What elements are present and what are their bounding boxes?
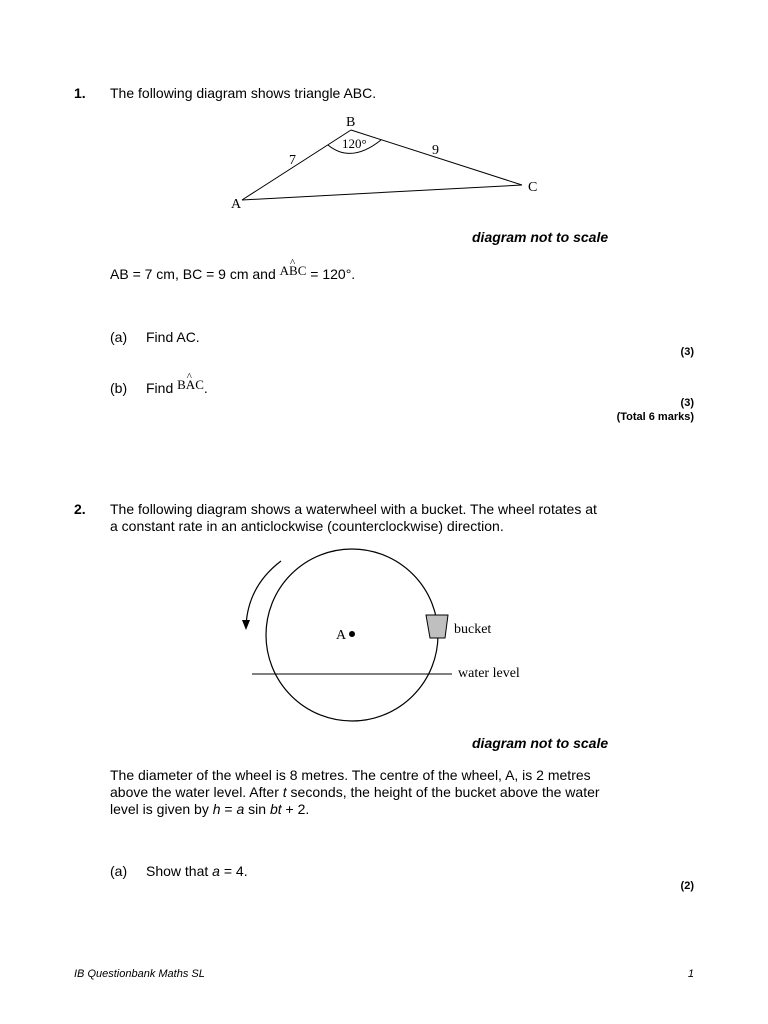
given-suffix: = 120°. bbox=[310, 266, 356, 282]
para-line3-text: level is given by bbox=[110, 801, 209, 817]
q1-part-a-text: Find AC. bbox=[146, 329, 200, 345]
side-ab-label: 7 bbox=[289, 153, 296, 168]
footer-page-number: 1 bbox=[687, 968, 694, 980]
question-1-given bbox=[110, 263, 356, 283]
waterwheel-diagram bbox=[230, 548, 550, 723]
vertex-c-label: C bbox=[528, 180, 538, 195]
q2-part-a-prefix: Show that bbox=[146, 863, 209, 879]
formula-sin: sin bbox=[248, 801, 267, 817]
q1-part-a-marks: (3) bbox=[680, 346, 694, 358]
vertex-b-label: B bbox=[346, 115, 356, 130]
q1-part-b-label: (b) bbox=[110, 380, 128, 396]
para-line2-rest: seconds, the height of the bucket above the water bbox=[290, 784, 600, 800]
q1-part-a-label: (a) bbox=[110, 329, 128, 345]
part-b-prefix: Find bbox=[146, 380, 174, 396]
rotation-arrow bbox=[246, 561, 281, 626]
question-1-intro: The following diagram shows triangle ABC. bbox=[110, 85, 377, 101]
q2-part-a-text bbox=[146, 863, 248, 880]
question-2-number: 2. bbox=[74, 501, 86, 517]
angle-bac-notation bbox=[177, 377, 204, 392]
question-2-para-line1: The diameter of the wheel is 8 metres. The centre of the wheel, A, is 2 metres bbox=[110, 767, 591, 783]
center-point bbox=[349, 631, 355, 637]
q2-part-a-suffix: = 4. bbox=[223, 863, 248, 879]
formula-a: a bbox=[236, 801, 245, 817]
formula-h: h bbox=[212, 801, 221, 817]
angle-bac-first: B bbox=[177, 377, 186, 392]
angle-bac-vertex: ^ A bbox=[186, 377, 195, 392]
part-b-suffix: . bbox=[203, 380, 208, 396]
rotation-arrowhead-icon bbox=[242, 620, 250, 630]
triangle-side-ac bbox=[242, 185, 522, 200]
question-2-intro-line1: The following diagram shows a waterwheel with a bucket. The wheel rotates at bbox=[110, 501, 597, 517]
side-bc-label: 9 bbox=[432, 143, 439, 158]
q2-part-a-var: a bbox=[212, 863, 220, 879]
formula-bt: bt bbox=[269, 801, 282, 817]
question-1-number: 1. bbox=[74, 85, 86, 101]
formula-eq: = bbox=[224, 801, 233, 817]
q1-part-b-text bbox=[146, 377, 208, 397]
q2-part-a-marks: (2) bbox=[680, 880, 694, 892]
triangle-side-ab bbox=[242, 130, 351, 200]
angle-b-label: 120° bbox=[342, 136, 367, 151]
bucket-label: bucket bbox=[454, 622, 492, 637]
vertex-a-label: A bbox=[231, 197, 242, 212]
center-label: A bbox=[336, 628, 347, 643]
question-2-para-line3 bbox=[110, 801, 309, 818]
given-prefix: AB = 7 cm, BC = 9 cm and bbox=[110, 266, 276, 282]
angle-abc-notation bbox=[280, 263, 307, 278]
footer-source: IB Questionbank Maths SL bbox=[74, 968, 205, 980]
question-2-para-line2 bbox=[110, 784, 600, 801]
angle-abc-vertex: ^ B bbox=[289, 263, 298, 278]
angle-abc-last: C bbox=[297, 263, 307, 278]
angle-bac-last: C bbox=[195, 377, 204, 392]
variable-t: t bbox=[282, 784, 287, 800]
triangle-diagram bbox=[220, 108, 560, 218]
diagram-2-note: diagram not to scale bbox=[472, 735, 609, 751]
bucket-icon bbox=[426, 615, 448, 638]
water-level-label: water level bbox=[458, 666, 520, 681]
para-line2-text: above the water level. After bbox=[110, 784, 279, 800]
q1-total-marks: (Total 6 marks) bbox=[616, 411, 694, 423]
q1-part-b-marks: (3) bbox=[680, 397, 694, 409]
formula-plus: + 2. bbox=[285, 801, 310, 817]
q2-part-a-label: (a) bbox=[110, 863, 128, 879]
question-2-intro-line2: a constant rate in an anticlockwise (counterclockwise) direction. bbox=[110, 518, 504, 534]
diagram-1-note: diagram not to scale bbox=[472, 229, 609, 245]
angle-abc-first: A bbox=[279, 263, 290, 278]
